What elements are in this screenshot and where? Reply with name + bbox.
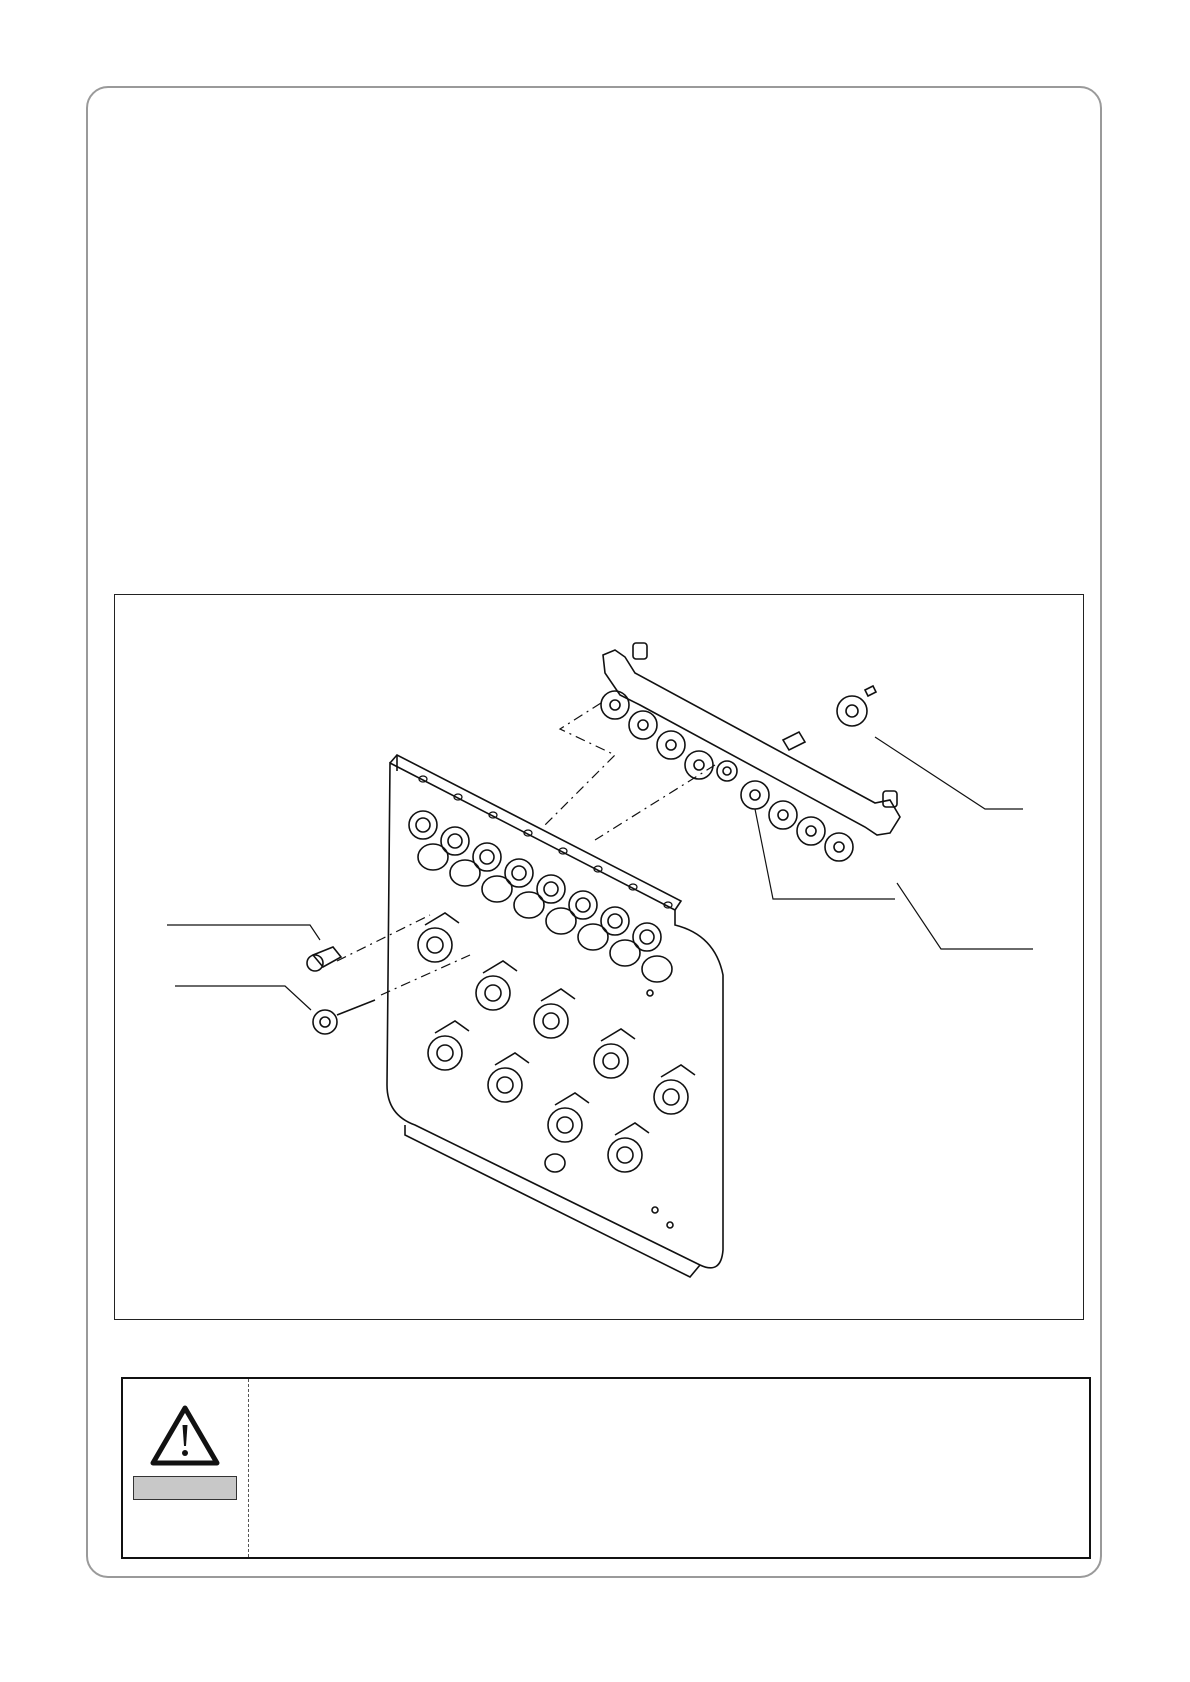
plate-lower-tension-units <box>418 913 695 1228</box>
upper-guide-rollers <box>601 691 853 861</box>
thread-tension-assembly-drawing <box>115 595 1082 1318</box>
exploded-view-figure <box>114 594 1084 1320</box>
tension-base-plate <box>387 755 723 1277</box>
spacer-washer-screw <box>783 686 876 750</box>
left-screws <box>307 947 375 1034</box>
warning-triangle-icon <box>149 1403 221 1469</box>
leader-lines <box>167 737 1033 1010</box>
caution-icon-cell <box>123 1379 249 1557</box>
caution-label <box>133 1476 237 1500</box>
caution-box <box>121 1377 1091 1559</box>
assembly-lines <box>337 703 715 995</box>
caution-text <box>263 1395 1073 1541</box>
